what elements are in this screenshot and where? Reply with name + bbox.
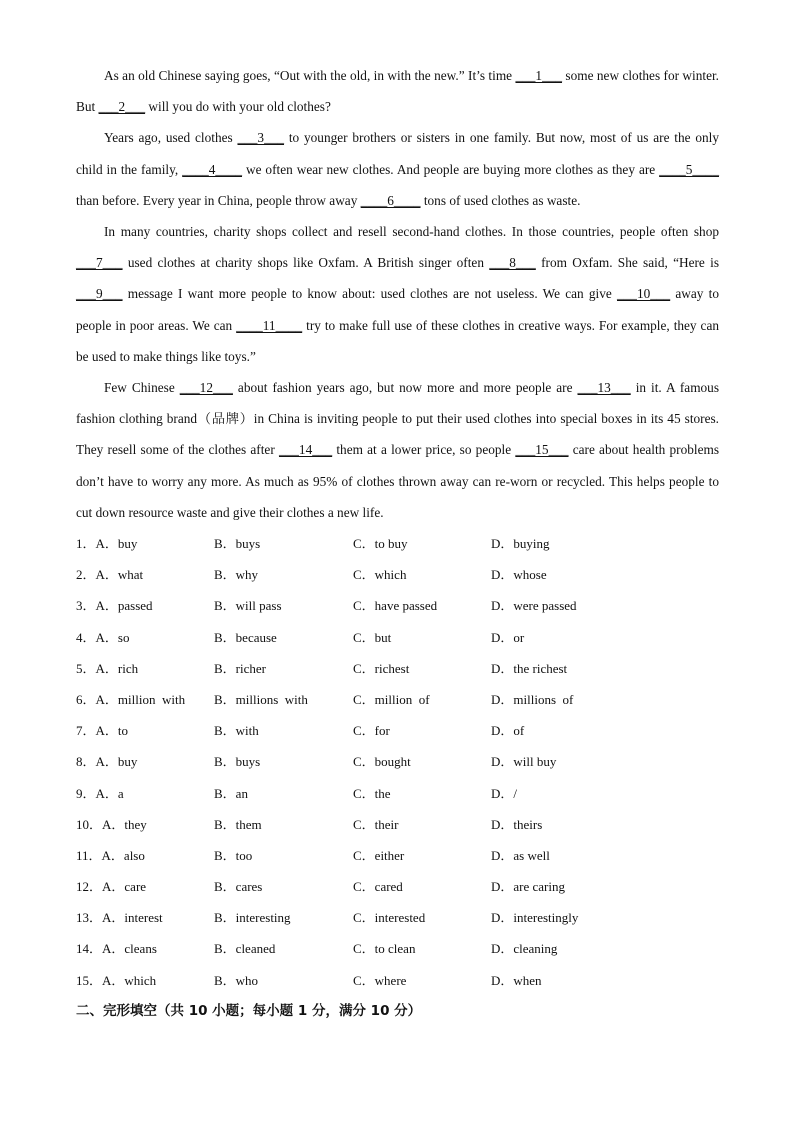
answer-blank: ___15___ <box>515 442 569 458</box>
option-a: A．million with <box>95 691 186 707</box>
question-row <box>76 902 719 933</box>
option-a: A．so <box>95 629 130 645</box>
option-a: A．interest <box>102 910 163 926</box>
question-row <box>76 778 719 809</box>
option-a: A．also <box>101 847 145 863</box>
passage-text: Few Chinese <box>104 380 180 396</box>
option-d: D．theirs <box>491 816 543 832</box>
answer-blank: ___8___ <box>489 255 536 271</box>
passage-paragraph <box>76 216 719 372</box>
passage-text: we often wear new clothes. And people are buying more clothes as they are <box>242 161 660 177</box>
option-c: C．interested <box>353 910 426 926</box>
option-b: B．them <box>214 816 262 832</box>
passage-text: care about health problems don’t have to worry any more. As much as 95% of clothes thrown away can re-worn or recycled. This helps people to cut down resource waste and give their clothes a new life. <box>76 442 719 520</box>
question-number: 13． <box>76 910 103 926</box>
question-number-and-option-a <box>76 933 214 964</box>
document-page <box>76 60 719 1027</box>
question-number-and-option-a <box>76 684 214 715</box>
section-title: 二、完形填空（共 10 小题；每小题 1 分，满分 10 分） <box>76 1002 422 1019</box>
option-a: A．care <box>102 879 147 895</box>
option-d: D．millions of <box>491 691 574 707</box>
option-d: D．will buy <box>491 754 557 770</box>
passage-paragraph <box>76 122 719 216</box>
option-c: C．their <box>353 816 399 832</box>
option-c: C．to clean <box>353 941 416 957</box>
option-a: A．a <box>95 785 124 801</box>
option-c: C．bought <box>353 754 411 770</box>
option-c: C．the <box>353 785 391 801</box>
question-row <box>76 590 719 621</box>
option-d: D．/ <box>491 785 518 801</box>
answer-blank: ___14___ <box>278 442 333 458</box>
passage-text: try to make full use of these clothes in creative ways. For example, they can be used to make things like toys.” <box>76 317 719 364</box>
passage-paragraph <box>76 60 719 122</box>
question-row <box>76 684 719 715</box>
option-d: D．the richest <box>491 660 568 676</box>
answer-blank: ____5____ <box>659 161 719 177</box>
question-number: 6． <box>76 691 96 707</box>
question-row <box>76 871 719 902</box>
passage-text: In many countries, charity shops collect and resell second-hand clothes. In those countries, people often shop <box>104 224 719 240</box>
question-number: 11． <box>76 847 102 863</box>
option-b: B．too <box>214 847 253 863</box>
option-d: D．interestingly <box>491 910 579 926</box>
question-number-and-option-a <box>76 840 214 871</box>
answer-blank: ___10___ <box>617 286 671 302</box>
answer-blank: ___2___ <box>98 99 146 115</box>
option-d: D．whose <box>491 567 547 583</box>
answer-blank: ____4____ <box>182 161 243 177</box>
question-number: 7． <box>76 723 96 739</box>
option-b: B．cleaned <box>214 941 276 957</box>
option-c: C．richest <box>353 660 410 676</box>
question-number-and-option-a <box>76 528 214 559</box>
question-row <box>76 653 719 684</box>
option-c: C．but <box>353 629 392 645</box>
option-c: C．either <box>353 847 405 863</box>
question-number: 5． <box>76 660 96 676</box>
question-number-and-option-a <box>76 902 214 933</box>
passage-text: about fashion years ago, but now more and more people are <box>232 380 578 396</box>
passage-text: from Oxfam. She said, “Here is <box>535 255 719 271</box>
question-number-and-option-a <box>76 715 214 746</box>
option-b: B．will pass <box>214 598 282 614</box>
question-row <box>76 840 719 871</box>
option-b: B．buys <box>214 536 261 552</box>
option-b: B．interesting <box>214 910 291 926</box>
question-number-and-option-a <box>76 809 214 840</box>
answer-blank: ____6____ <box>360 192 421 208</box>
option-d: D．or <box>491 629 525 645</box>
option-a: A．they <box>102 816 147 832</box>
option-a: A．passed <box>95 598 153 614</box>
option-a: A．rich <box>95 660 139 676</box>
question-number: 10． <box>76 816 103 832</box>
question-row <box>76 746 719 777</box>
question-number: 2． <box>76 567 96 583</box>
option-d: D．cleaning <box>491 941 558 957</box>
option-c: C．have passed <box>353 598 438 614</box>
option-d: D．are caring <box>491 879 565 895</box>
passage-text: As an old Chinese saying goes, “Out with the old, in with the new.” It’s time <box>104 68 516 83</box>
question-row <box>76 559 719 590</box>
passage-text: than before. Every year in China, people throw away <box>76 192 361 208</box>
option-a: A．buy <box>95 754 138 770</box>
question-number: 12． <box>76 879 103 895</box>
question-number-and-option-a <box>76 559 214 590</box>
option-d: D．when <box>491 972 542 988</box>
passage-text: tons of used clothes as waste. <box>420 192 581 208</box>
question-number-and-option-a <box>76 653 214 684</box>
question-number-and-option-a <box>76 590 214 621</box>
question-row <box>76 933 719 964</box>
question-number: 9． <box>76 785 96 801</box>
question-row <box>76 528 719 559</box>
option-c: C．which <box>353 567 407 583</box>
option-d: D．were passed <box>491 598 577 614</box>
option-c: C．to buy <box>353 536 408 552</box>
option-a: A．buy <box>95 536 138 552</box>
passage-text: used clothes at charity shops like Oxfam. A British singer often <box>122 255 490 271</box>
question-number-and-option-a <box>76 778 214 809</box>
option-a: A．what <box>95 567 144 583</box>
passage-text: them at a lower price, so people <box>332 442 516 458</box>
option-b: B．because <box>214 629 277 645</box>
question-number-and-option-a <box>76 965 214 996</box>
option-d: D．buying <box>491 536 550 552</box>
question-row <box>76 965 719 996</box>
answer-blank: ___12___ <box>179 380 233 396</box>
passage-text: to younger brothers or sisters in one family. But now, most of us are the only child in the family, <box>76 130 719 177</box>
answer-blank: ____11____ <box>236 317 303 333</box>
passage-text: message I want more people to know about: used clothes are not useless. We can give <box>122 286 617 302</box>
option-d: D．of <box>491 723 525 739</box>
question-number: 1． <box>76 536 96 552</box>
option-b: B．richer <box>214 660 266 676</box>
option-c: C．where <box>353 972 407 988</box>
passage-text: away to people in poor areas. We can <box>76 286 719 333</box>
option-b: B．an <box>214 785 248 801</box>
passage-text: some new clothes for winter. But <box>76 68 719 115</box>
cloze-passage <box>76 60 719 528</box>
question-number-and-option-a <box>76 746 214 777</box>
answer-options <box>76 528 719 996</box>
answer-blank: ___7___ <box>76 255 123 271</box>
answer-blank: ___3___ <box>237 130 285 146</box>
answer-blank: ___1___ <box>515 68 563 83</box>
question-number-and-option-a <box>76 622 214 653</box>
passage-paragraph <box>76 372 719 528</box>
option-a: A．cleans <box>102 941 157 957</box>
question-number: 4． <box>76 629 96 645</box>
option-b: B．who <box>214 972 259 988</box>
option-b: B．millions with <box>214 691 308 707</box>
option-c: C．cared <box>353 879 403 895</box>
option-a: A．which <box>102 972 157 988</box>
option-b: B．buys <box>214 754 261 770</box>
question-number: 3． <box>76 598 96 614</box>
question-row <box>76 622 719 653</box>
option-b: B．why <box>214 567 259 583</box>
answer-blank: ___9___ <box>76 286 123 302</box>
option-c: C．for <box>353 723 390 739</box>
option-b: B．with <box>214 723 259 739</box>
passage-text: Years ago, used clothes <box>104 130 238 146</box>
question-number-and-option-a <box>76 871 214 902</box>
option-a: A．to <box>95 723 129 739</box>
question-number: 8． <box>76 754 96 770</box>
question-number: 14． <box>76 941 103 957</box>
option-b: B．cares <box>214 879 263 895</box>
question-number: 15． <box>76 972 103 988</box>
option-c: C．million of <box>353 691 430 707</box>
passage-text: will you do with your old clothes? <box>145 99 331 115</box>
question-row <box>76 715 719 746</box>
question-row <box>76 809 719 840</box>
option-d: D．as well <box>491 847 550 863</box>
answer-blank: ___13___ <box>577 380 631 396</box>
passage-text: in it. A famous fashion clothing brand（品牌）in China is inviting people to put their used clothes into special boxes in its 45 stores. They resell some of the clothes after <box>76 380 720 458</box>
